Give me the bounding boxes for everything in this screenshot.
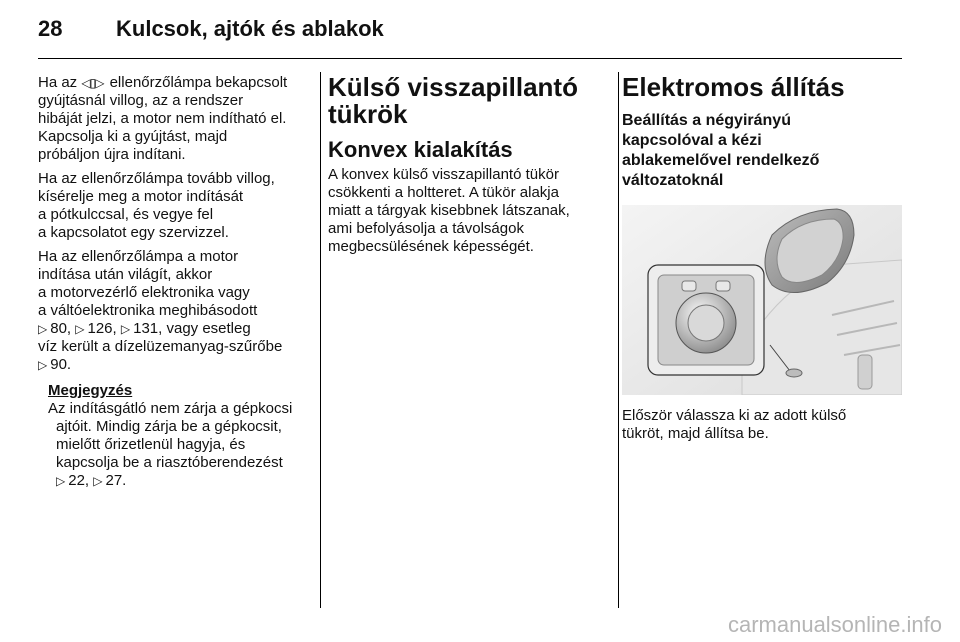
mirror-switch-drawing [622,205,902,395]
page-ref-icon: ▷ [56,474,66,488]
column-divider-2 [618,72,619,608]
page-ref-link[interactable]: 22, [68,472,94,489]
column-middle [328,74,604,262]
immobiliser-warning-icon: ◁▯▷ [81,76,104,90]
page-ref-link[interactable]: 90. [50,356,72,373]
page-ref-icon: ▷ [75,322,85,336]
paragraph-spare-key: Ha az ellenőrzőlámpa tovább villog, kísérelje meg a motor indítását a pótkulccsal, és vegye fel a kapcsolatot egy szervizzel. [38,170,275,241]
column-right [622,74,904,449]
section-title-mirrors: Külső visszapillantó tükrök [328,72,578,129]
note-box: Megjegyzés Az indításgátló nem zárja a gépkocsi ajtóit. Mindig zárja be a gépkocsit, mielőtt őrizetlenül hagyja, és kapcsolja be a riasztóberendezést ▷ 22, ▷ 27. [48,382,310,490]
page-ref-icon: ▷ [93,474,103,488]
figure-caption: Először válassza ki az adott külső tükröt, majd állítsa be. [622,407,847,442]
paragraph-convex: A konvex külső visszapillantó tükör csökkenti a holtteret. A tükör alakja miatt a tárgyak kisebbnek látszanak, ami befolyásolja a távolságok megbecsülésének képességét. [328,166,570,255]
mirror-switch-illustration [622,205,902,395]
paragraph-lamp-on: Ha az ellenőrzőlámpa a motor indítása után világít, akkor a motorvezérlő elektronika vagy a váltóelektronika meghibásodott ▷ 80, ▷ 126, ▷ 131, vagy esetleg víz került a dízelüzemanyag-szűrőbe ▷ 90. [38,248,283,373]
page-ref-link[interactable]: 27. [105,472,127,489]
column-divider-1 [320,72,321,608]
page-ref-icon: ▷ [120,322,131,336]
section-title-electric: Elektromos állítás [622,72,845,102]
page-ref-link[interactable]: 131, vagy esetleg [133,320,251,337]
page-header [38,16,902,56]
page-ref-icon: ▷ [38,322,48,336]
subsection-title-convex: Konvex kialakítás [328,137,513,162]
page-ref-icon: ▷ [38,358,48,372]
watermark: carmanualsonline.info [727,612,942,637]
column-left [38,74,310,490]
page-number: 28 [38,16,63,41]
header-rule [38,58,902,59]
subsection-title-switch: Beállítás a négyirányú kapcsolóval a kézi ablakemelővel rendelkező változatoknál [622,112,820,189]
chapter-title: Kulcsok, ajtók és ablakok [116,16,384,41]
page-ref-link[interactable]: 80, [50,320,76,337]
note-title: Megjegyzés [48,382,133,399]
page-ref-link[interactable]: 126, [87,320,121,337]
text-prefix: Ha az [38,74,78,91]
paragraph-blinking-lamp: Ha az ◁▯▷ ellenőrzőlámpa bekapcsolt gyújtásnál villog, az a rendszer hibáját jelzi, a motor nem indítható el. Kapcsolja ki a gyújtást, majd próbáljon újra indítani. [38,74,288,163]
